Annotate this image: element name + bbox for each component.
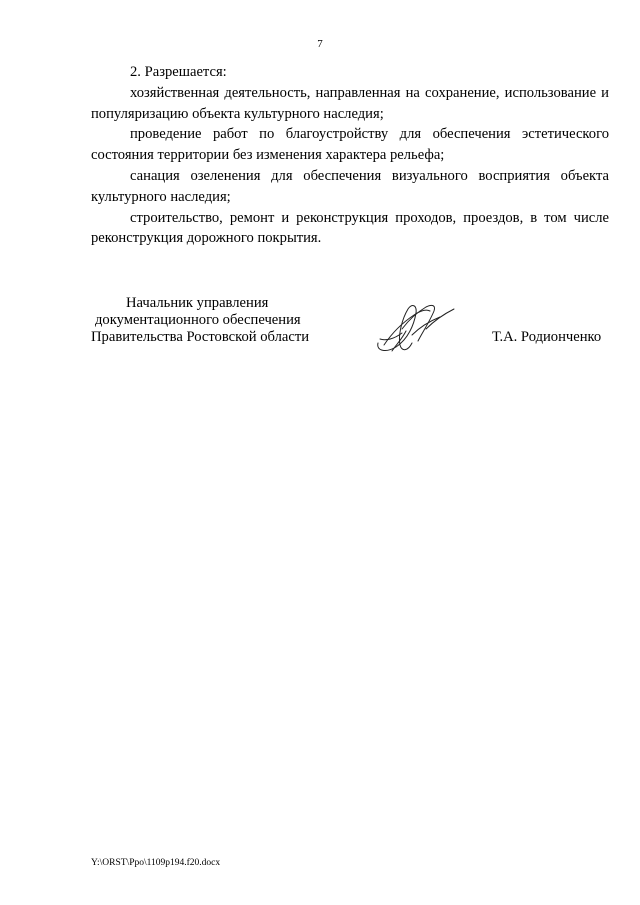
paragraph: санация озеленения для обеспечения визуального восприятия объекта культурного наследия; <box>91 167 609 205</box>
signer-name: Т.А. Родионченко <box>492 329 602 345</box>
paragraph: строительство, ремонт и реконструкция проходов, проездов, в том числе реконструкция дорожного покрытия. <box>91 209 609 247</box>
signature-block <box>0 295 640 365</box>
paragraph: хозяйственная деятельность, направленная на сохранение, использование и популяризацию объекта культурного наследия; <box>91 84 609 122</box>
signer-position-line-2: документационного обеспечения <box>95 312 301 328</box>
paragraph: проведение работ по благоустройству для обеспечения эстетического состояния территории без изменения характера рельефа; <box>91 126 609 164</box>
document-body <box>91 62 609 249</box>
paragraph-heading: 2. Разрешается: <box>130 64 227 80</box>
signer-position-line-3: Правительства Ростовской области <box>91 329 310 345</box>
handwritten-signature-icon <box>372 295 460 359</box>
page-number: 7 <box>317 38 323 50</box>
signer-position-line-1: Начальник управления <box>126 295 269 311</box>
file-path-footer: Y:\ORST\Ppo\1109p194.f20.docx <box>91 858 221 868</box>
